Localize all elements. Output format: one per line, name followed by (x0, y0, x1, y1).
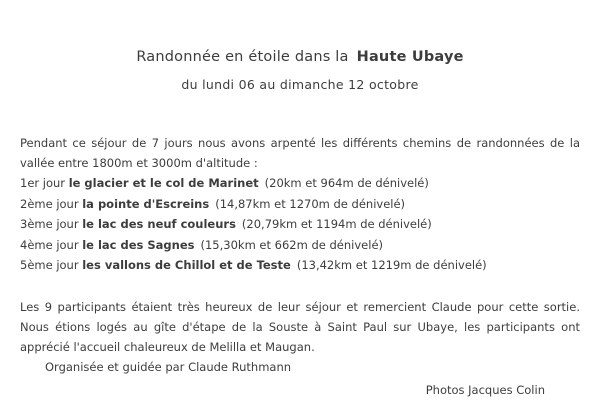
page-title-main: Randonnée en étoile dans la (136, 49, 349, 65)
day-details: (14,87km et 1270m de dénivelé) (215, 196, 406, 211)
day-prefix: 5ème jour (20, 258, 79, 272)
page-title (20, 47, 580, 67)
day-name: le lac des neuf couleurs (82, 217, 236, 231)
day-details: (13,42km et 1219m de dénivelé) (296, 258, 487, 272)
day-line-4 (20, 235, 580, 256)
day-prefix: 4ème jour (20, 237, 79, 252)
photo-credit: Photos Jacques Colin (425, 382, 545, 397)
day-line-2 (20, 194, 580, 215)
organizer-line: Organisée et guidée par Claude Ruthmann (45, 359, 292, 374)
day-details: (20km et 964m de dénivelé) (264, 176, 429, 190)
page-title-highlight: Haute Ubaye (356, 49, 464, 65)
day-prefix: 3ème jour (20, 217, 79, 231)
day-line-1 (20, 173, 580, 194)
day-name: le lac des Sagnes (82, 237, 195, 252)
page-subtitle: du lundi 06 au dimanche 12 octobre (181, 77, 419, 92)
day-name: les vallons de Chillol et de Teste (82, 258, 291, 272)
closing-paragraph: Les 9 participants étaient très heureux de leur séjour et remercient Claude pour cette sortie. Nous étions logés au gîte d'étape de la Souste à Saint Paul sur Ubaye, les participants ont apprécié l'accueil chaleureux de Melilla et Maugan. (20, 299, 580, 354)
day-line-5 (20, 255, 580, 276)
day-prefix: 1er jour (20, 176, 66, 190)
day-list (20, 173, 580, 276)
intro-paragraph: Pendant ce séjour de 7 jours nous avons arpenté les différents chemins de randonnées de la vallée entre 1800m et 3000m d'altitude : (20, 136, 580, 170)
day-details: (15,30km et 662m de dénivelé) (200, 237, 384, 252)
day-name: la pointe d'Escreins (82, 196, 210, 211)
day-prefix: 2ème jour (20, 196, 79, 211)
day-line-3 (20, 214, 580, 235)
day-details: (20,79km et 1194m de dénivelé) (241, 217, 432, 231)
day-name: le glacier et le col de Marinet (68, 176, 259, 190)
